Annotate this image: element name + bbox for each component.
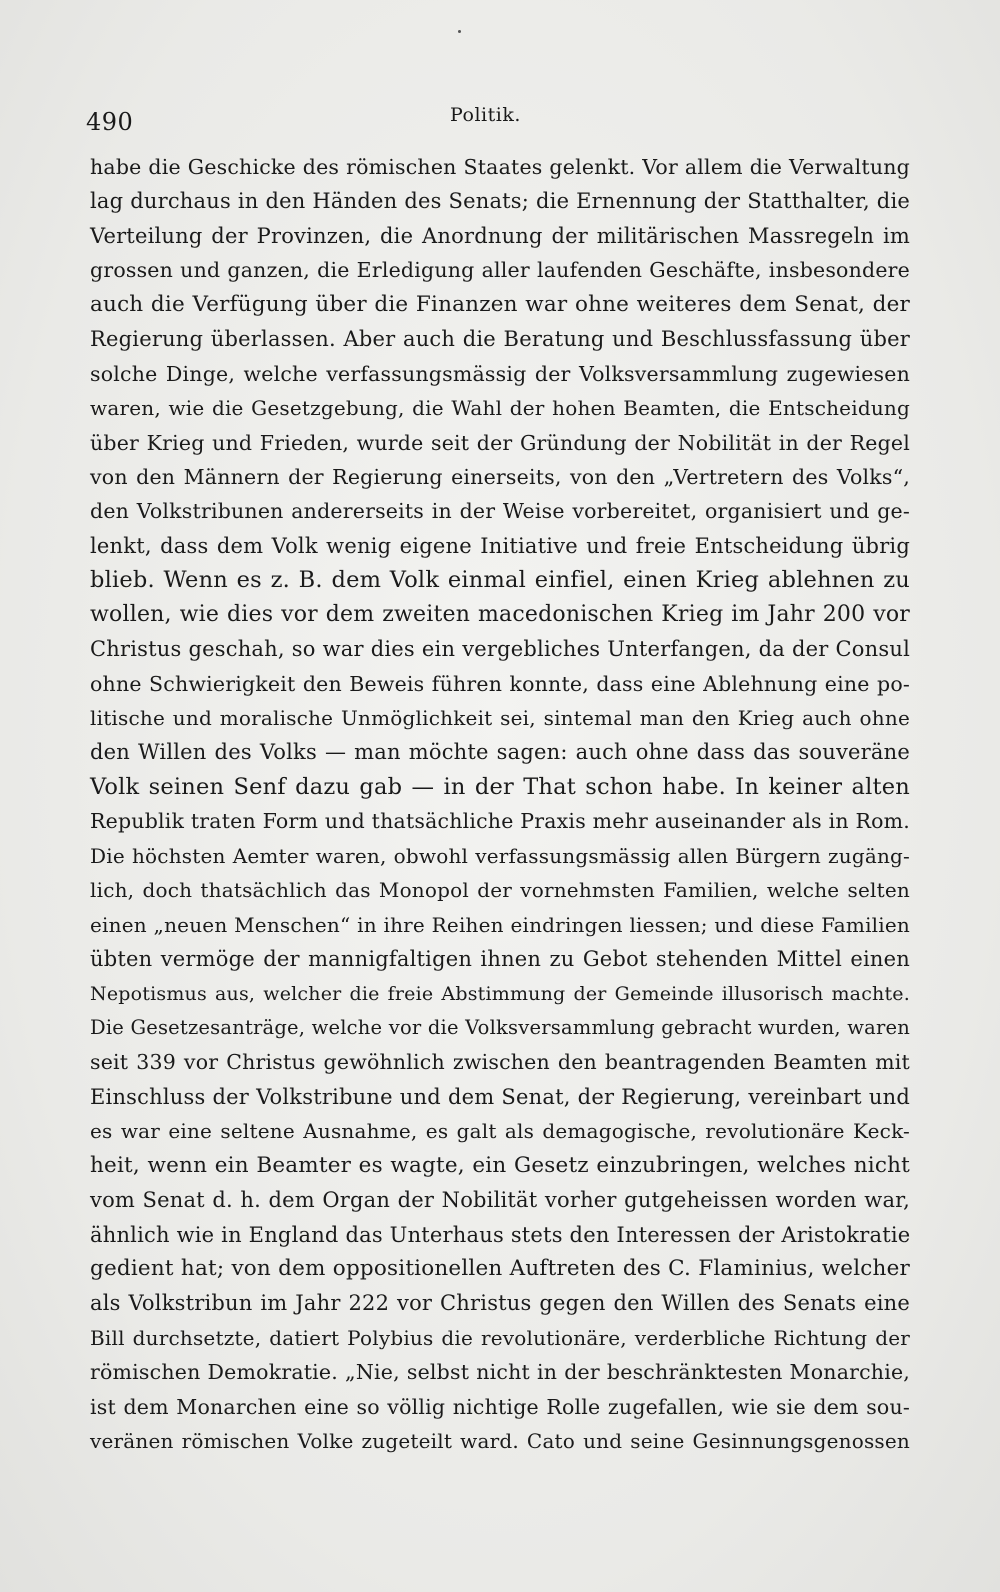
text-line: ohne Schwierigkeit den Beweis führen konnte, dass eine Ablehnung eine po- xyxy=(90,671,910,696)
text-line: grossen und ganzen, die Erledigung aller laufenden Geschäfte, insbesondere xyxy=(90,258,910,283)
text-line: den Willen des Volks — man möchte sagen: auch ohne dass das souveräne xyxy=(90,740,910,765)
text-line: als Volkstribun im Jahr 222 vor Christus gegen den Willen des Senats eine xyxy=(90,1291,910,1316)
text-line: römischen Demokratie. „Nie, selbst nicht in der beschränktesten Monarchie, xyxy=(90,1360,910,1385)
text-line: gedient hat; von dem oppositionellen Auftreten des C. Flaminius, welcher xyxy=(90,1256,910,1281)
text-line: Regierung überlassen. Aber auch die Beratung und Beschlussfassung über xyxy=(90,327,910,352)
text-line: waren, wie die Gesetzgebung, die Wahl der hohen Beamten, die Entscheidung xyxy=(90,396,910,421)
text-line: Verteilung der Provinzen, die Anordnung der militärischen Massregeln im xyxy=(90,223,910,248)
text-line: seit 339 vor Christus gewöhnlich zwischen den beantragenden Beamten mit xyxy=(90,1050,910,1075)
text-line: es war eine seltene Ausnahme, es galt als demagogische, revolutionäre Keck- xyxy=(90,1119,910,1144)
text-line: den Volkstribunen andererseits in der Weise vorbereitet, organisiert und ge- xyxy=(90,499,910,524)
text-line: wollen, wie dies vor dem zweiten macedonischen Krieg im Jahr 200 vor xyxy=(90,601,910,627)
text-line: Nepotismus aus, welcher die freie Abstimmung der Gemeinde illusorisch machte. xyxy=(90,982,910,1005)
page-header xyxy=(86,104,914,144)
text-line: von den Männern der Regierung einerseits, von den „Vertretern des Volks“, xyxy=(90,464,910,489)
text-line: blieb. Wenn es z. B. dem Volk einmal einfiel, einen Krieg ablehnen zu xyxy=(90,567,910,594)
text-line: vom Senat d. h. dem Organ der Nobilität vorher gutgeheissen worden war, xyxy=(90,1188,910,1213)
text-line: heit, wenn ein Beamter es wagte, ein Gesetz einzubringen, welches nicht xyxy=(90,1152,910,1178)
text-line: litische und moralische Unmöglichkeit sei, sintemal man den Krieg auch ohne xyxy=(90,706,910,730)
text-line: lenkt, dass dem Volk wenig eigene Initiative und freie Entscheidung übrig xyxy=(90,533,910,558)
text-line: übten vermöge der mannigfaltigen ihnen zu Gebot stehenden Mittel einen xyxy=(90,947,910,972)
text-line: Christus geschah, so war dies ein vergebliches Unterfangen, da der Consul xyxy=(90,637,910,662)
text-line: Republik traten Form und thatsächliche Praxis mehr auseinander als in Rom. xyxy=(90,809,910,834)
text-line: Volk seinen Senf dazu gab — in der That schon habe. In keiner alten xyxy=(90,773,910,800)
text-line: Die Gesetzesanträge, welche vor die Volksversammlung gebracht wurden, waren xyxy=(90,1015,910,1039)
text-line: auch die Verfügung über die Finanzen war ohne weiteres dem Senat, der xyxy=(90,291,910,317)
running-head: Politik. xyxy=(450,104,521,126)
text-line: ähnlich wie in England das Unterhaus stets den Interessen der Aristokratie xyxy=(90,1222,911,1247)
text-line: habe die Geschicke des römischen Staates gelenkt. Vor allem die Verwaltung xyxy=(90,155,910,179)
body-text xyxy=(90,150,910,1459)
text-line: lag durchaus in den Händen des Senats; die Ernennung der Statthalter, die xyxy=(90,189,910,214)
text-line: lich, doch thatsächlich das Monopol der vornehmsten Familien, welche selten xyxy=(90,878,910,903)
text-line: Die höchsten Aemter waren, obwohl verfassungsmässig allen Bürgern zugäng- xyxy=(90,843,910,868)
text-line: ist dem Monarchen eine so völlig nichtige Rolle zugefallen, wie sie dem sou- xyxy=(90,1394,910,1419)
text-line: über Krieg und Frieden, wurde seit der Gründung der Nobilität in der Regel xyxy=(90,430,910,455)
text-line: veränen römischen Volke zugeteilt ward. Cato und seine Gesinnungsgenossen xyxy=(90,1429,910,1454)
text-line: Einschluss der Volkstribune und dem Senat, der Regierung, vereinbart und xyxy=(90,1084,910,1109)
paper-speck xyxy=(458,30,461,33)
text-line: solche Dinge, welche verfassungsmässig der Volksversammlung zugewiesen xyxy=(90,361,910,386)
text-line: Bill durchsetzte, datiert Polybius die revolutionäre, verderbliche Richtung der xyxy=(90,1325,910,1350)
page-number: 490 xyxy=(86,108,134,136)
text-line: einen „neuen Menschen“ in ihre Reihen eindringen liessen; und diese Familien xyxy=(90,912,910,937)
